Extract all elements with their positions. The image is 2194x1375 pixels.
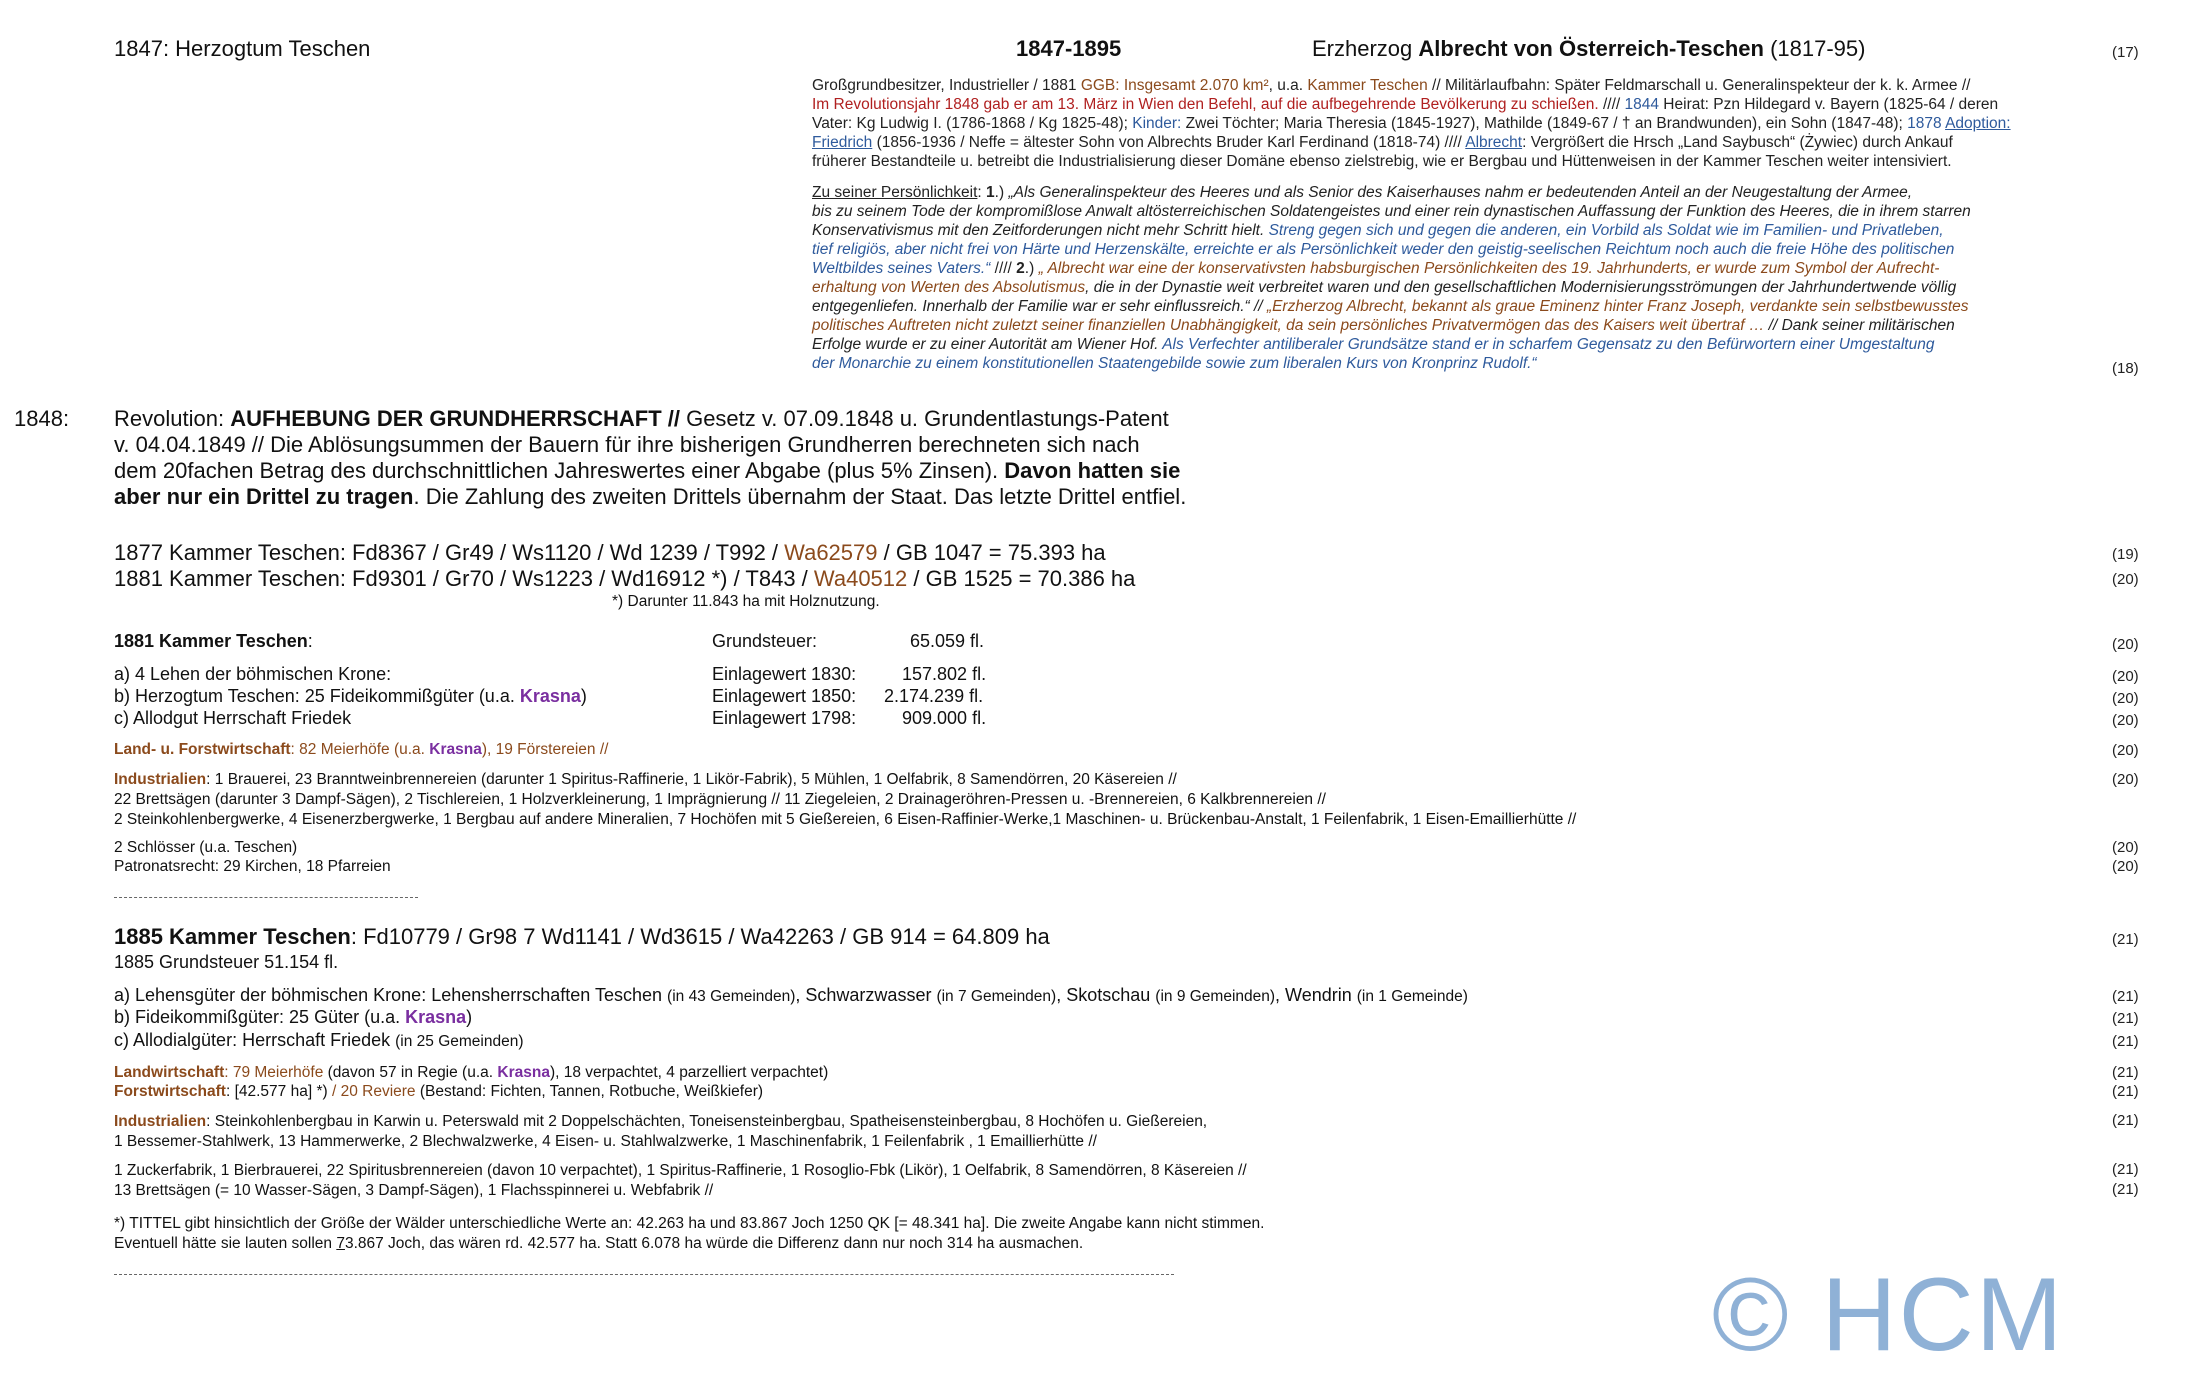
k1881-title: 1881 Kammer Teschen: (114, 631, 313, 651)
einlagewert-1850-value: 2.174.239 fl. (884, 686, 984, 706)
k1881-patronat: Patronatsrecht: 29 Kirchen, 18 Pfarreien (114, 858, 391, 875)
k1885-landwirtschaft: Landwirtschaft: 79 Meierhöfe (davon 57 in Regie (u.a. Krasna), 18 verpachtet, 4 parzelliert verpachtet) (114, 1064, 829, 1081)
k1885-forstwirtschaft: Forstwirtschaft: [42.577 ha] *) / 20 Reviere (Bestand: Fichten, Tannen, Rotbuche, Weißkiefer) (114, 1083, 764, 1100)
reference: (21) (2112, 1064, 2139, 1081)
k1885-item-b: b) Fideikommißgüter: 25 Güter (u.a. Krasna) (114, 1007, 473, 1027)
reference: (21) (2112, 988, 2139, 1005)
k1885-grundsteuer: 1885 Grundsteuer 51.154 fl. (114, 952, 339, 972)
k1885-item-c: c) Allodialgüter: Herrschaft Friedek (in 25 Gemeinden) (114, 1030, 524, 1050)
k1881-item-b: b) Herzogtum Teschen: 25 Fideikommißgüter (u.a. Krasna) (114, 686, 587, 706)
reference: (20) (2112, 690, 2139, 707)
reference: (21) (2112, 1010, 2139, 1027)
person-heading: Erzherzog Albrecht von Österreich-Teschen (1817-95) (1312, 36, 1866, 61)
reference: (21) (2112, 931, 2139, 948)
bio-block: Großgrundbesitzer, Industrieller / 1881 GGB: Insgesamt 2.070 km², u.a. Kammer Teschen // Militärlaufbahn: Später Feldmarschall u. Generalinspekteur der k. k. Armee // Im Revolutionsjahr 1848 gab er am 13. März in Wien den Befehl, auf die aufbegehrende Bevölkerung zu schießen. //// 1844 Heirat: Pzn Hildegard v. Bayern (1825-64 / deren Vater: Kg Ludwig I. (1786-1868 / Kg 1825-48); Kinder: Zwei Töchter; Maria Theresia (1845-1927), Mathilde (1849-67 / † an Brandwunden), ein Sohn (1847-48); 1878 Adoption: Friedrich (1856-1936 / Neffe = ältester Sohn von Albrechts Bruder Karl Ferdinand (1818-74) //// Albrecht: Vergrößert die Hrsch „Land Saybusch“ (Żywiec) durch Ankauf früherer Bestandteile u. betreibt die Industrialisierung dieser Domäne ebenso zielstrebig, wie er Bergbau und Hüttenweisen in der Kammer Teschen weiter intensiviert. (812, 77, 2011, 170)
kammer-1881-row: 1881 Kammer Teschen: Fd9301 / Gr70 / Ws1223 / Wd16912 *) / T843 / Wa40512 / GB 1525 = 70.386 ha (114, 566, 1136, 591)
einlagewert-1850-label: Einlagewert 1850: (712, 686, 857, 706)
reference: (21) (2112, 1112, 2139, 1129)
k1885-title: 1885 Kammer Teschen: Fd10779 / Gr98 7 Wd1141 / Wd3615 / Wa42263 / GB 914 = 64.809 ha (114, 924, 1050, 949)
reference: (20) (2112, 742, 2139, 759)
grundsteuer-label: Grundsteuer: (712, 631, 818, 651)
k1881-item-a: a) 4 Lehen der böhmischen Krone: (114, 664, 392, 684)
einlagewert-1830-label: Einlagewert 1830: (712, 664, 857, 684)
k1885-industrialien-2: 1 Zuckerfabrik, 1 Bierbrauerei, 22 Spiritusbrennereien (davon 10 verpachtet), 1 Spiritus-Raffinerie, 1 Rosoglio-Fbk (Likör), 1 Oelfabrik, 8 Samendörren, 8 Käsereien // 13 Brettsägen (= 10 Wasser-Sägen, 3 Dampf-Sägen), 1 Flachsspinnerei u. Webfabrik // (114, 1162, 1247, 1199)
k1881-land-forst: Land- u. Forstwirtschaft: 82 Meierhöfe (u.a. Krasna), 19 Förstereien // (114, 741, 609, 758)
einlagewert-1798-label: Einlagewert 1798: (712, 708, 857, 728)
reference: (20) (2112, 858, 2139, 875)
reference: (19) (2112, 546, 2139, 563)
einlagewert-1830-value: 157.802 fl. (902, 664, 987, 684)
revolution-text: Revolution: AUFHEBUNG DER GRUNDHERRSCHAFT // Gesetz v. 07.09.1848 u. Grundentlastungs-Patent v. 04.04.1849 // Die Ablösungsummen der Bauern für ihre bisherigen Grundherren berechneten sich nach dem 20fachen Betrag des durchschnittlichen Jahreswertes einer Abgabe (plus 5% Zinsen). Davon hatten sie aber nur ein Drittel zu tragen. Die Zahlung des zweiten Drittels übernahm der Staat. Das letzte Drittel entfiel. (114, 406, 1187, 509)
divider (114, 897, 418, 898)
k1881-industrialien: Industrialien: 1 Brauerei, 23 Branntweinbrennereien (darunter 1 Spiritus-Raffinerie, 1 Likör-Fabrik), 5 Mühlen, 1 Oelfabrik, 8 Samendörren, 20 Käsereien // 22 Brettsägen (darunter 3 Dampf-Sägen), 2 Tischlereien, 1 Holzverkleinerung, 1 Imprägnierung // 11 Ziegeleien, 2 Drainageröhren-Pressen u. -Brennereien, 6 Kalkbrennereien // 2 Steinkohlenbergwerke, 4 Eisenerzbergwerke, 1 Bergbau auf andere Mineralien, 7 Hochöfen mit 5 Gießereien, 6 Eisen-Raffinier-Werke,1 Maschinen- u. Brückenbau-Anstalt, 1 Feilenfabrik, 1 Eisen-Emaillierhütte // (114, 771, 1577, 828)
reference: (20) (2112, 839, 2139, 856)
reference: (20) (2112, 712, 2139, 729)
copyright-watermark: © HCM (1712, 1257, 2065, 1373)
reference: (20) (2112, 636, 2139, 653)
section-heading: 1847: Herzogtum Teschen (114, 36, 371, 61)
k1885-industrialien: Industrialien: Steinkohlenbergbau in Karwin u. Peterswald mit 2 Doppelschächten, Toneisensteinbergbau, Spatheisensteinbergbau, 8 Hochöfen u. Gießereien, 1 Bessemer-Stahlwerk, 13 Hammerwerke, 2 Blechwalzwerke, 4 Eisen- u. Stahlwalzwerke, 1 Maschinenfabrik, 1 Feilenfabrik , 1 Emaillierhütte // (114, 1113, 1208, 1150)
reference: (18) (2112, 360, 2139, 377)
kammer-1877-row: 1877 Kammer Teschen: Fd8367 / Gr49 / Ws1120 / Wd 1239 / T992 / Wa62579 / GB 1047 = 75.393 ha (114, 540, 1106, 565)
k1881-item-c: c) Allodgut Herrschaft Friedek (114, 708, 352, 728)
einlagewert-1798-value: 909.000 fl. (902, 708, 987, 728)
reference: (20) (2112, 668, 2139, 685)
grundsteuer-value: 65.059 fl. (910, 631, 985, 651)
personality-block: Zu seiner Persönlichkeit: 1.) „Als Generalinspekteur des Heeres und als Senior des Kaiserhauses nahm er bedeutenden Anteil an der Neugestaltung der Armee, bis zu seinem Tode der kompromißlose Anwalt altösterreichischen Soldatengeistes und einer rein dynastischen Auffassung der Funktion des Heeres, die in ihrem starren Konservativismus mit den Zeitforderungen nicht mehr Schritt hielt. Streng gegen sich und gegen die anderen, ein Vorbild als Soldat wie im Familien- und Privatleben, tief religiös, aber nicht frei von Härte und Herzenskälte, erreichte er als Persönlichkeit weder den geistig-seelischen Reichtum noch auch die freie Höhe des politischen Weltbildes seines Vaters.“ //// 2.) „ Albrecht war eine der konservativsten habsburgischen Persönlichkeiten des 19. Jahrhunderts, er wurde zum Symbol der Aufrecht- erhaltung von Werten des Absolutismus, die in der Dynastie weit verbreitet waren und den gesellschaftlichen Modernisierungsströmungen der Jahrhundertwende völlig entgegenliefen. Innerhalb der Familie war er sehr einflussreich.“ // „Erzherzog Albrecht, bekannt als graue Eminenz hinter Franz Joseph, verdankte sein selbstbewusstes politisches Auftreten nicht zuletzt seiner finanziellen Unabhängigkeit, da sein persönliches Privatvermögen das des Kaisers weit übertraf … // Dank seiner militärischen Erfolge wurde er zu einer Autorität am Wiener Hof. Als Verfechter antiliberaler Grundsätze stand er in scharfem Gegensatz zu den Befürwortern einer Umgestaltung der Monarchie zu einem konstitutionellen Staatengebilde sowie zum liberalen Kurs von Kronprinz Rudolf.“ (812, 184, 1971, 372)
reference: (20) (2112, 571, 2139, 588)
reference: (20) (2112, 771, 2139, 788)
reference: (21) (2112, 1083, 2139, 1100)
period-heading: 1847-1895 (1016, 36, 1122, 61)
reference: (21) (2112, 1161, 2139, 1178)
reference: (17) (2112, 44, 2139, 61)
k1881-schloesser: 2 Schlösser (u.a. Teschen) (114, 839, 298, 856)
footnote: *) Darunter 11.843 ha mit Holznutzung. (612, 593, 880, 610)
reference: (21) (2112, 1033, 2139, 1050)
k1885-item-a: a) Lehensgüter der böhmischen Krone: Lehensherrschaften Teschen (in 43 Gemeinden), Schwarzwasser (in 7 Gemeinden), Skotschau (in 9 Gemeinden), Wendrin (in 1 Gemeinde) (114, 985, 1468, 1005)
divider (114, 1274, 1174, 1275)
year-label: 1848: (14, 406, 70, 431)
reference: (21) (2112, 1181, 2139, 1198)
k1885-footnote: *) TITTEL gibt hinsichtlich der Größe der Wälder unterschiedliche Werte an: 42.263 ha und 83.867 Joch 1250 QK [= 48.341 ha]. Die zweite Angabe kann nicht stimmen. Eventuell hätte sie lauten sollen 73.867 Joch, das wären rd. 42.577 ha. Statt 6.078 ha würde die Differenz dann nur noch 314 ha ausmachen. (114, 1215, 1265, 1252)
